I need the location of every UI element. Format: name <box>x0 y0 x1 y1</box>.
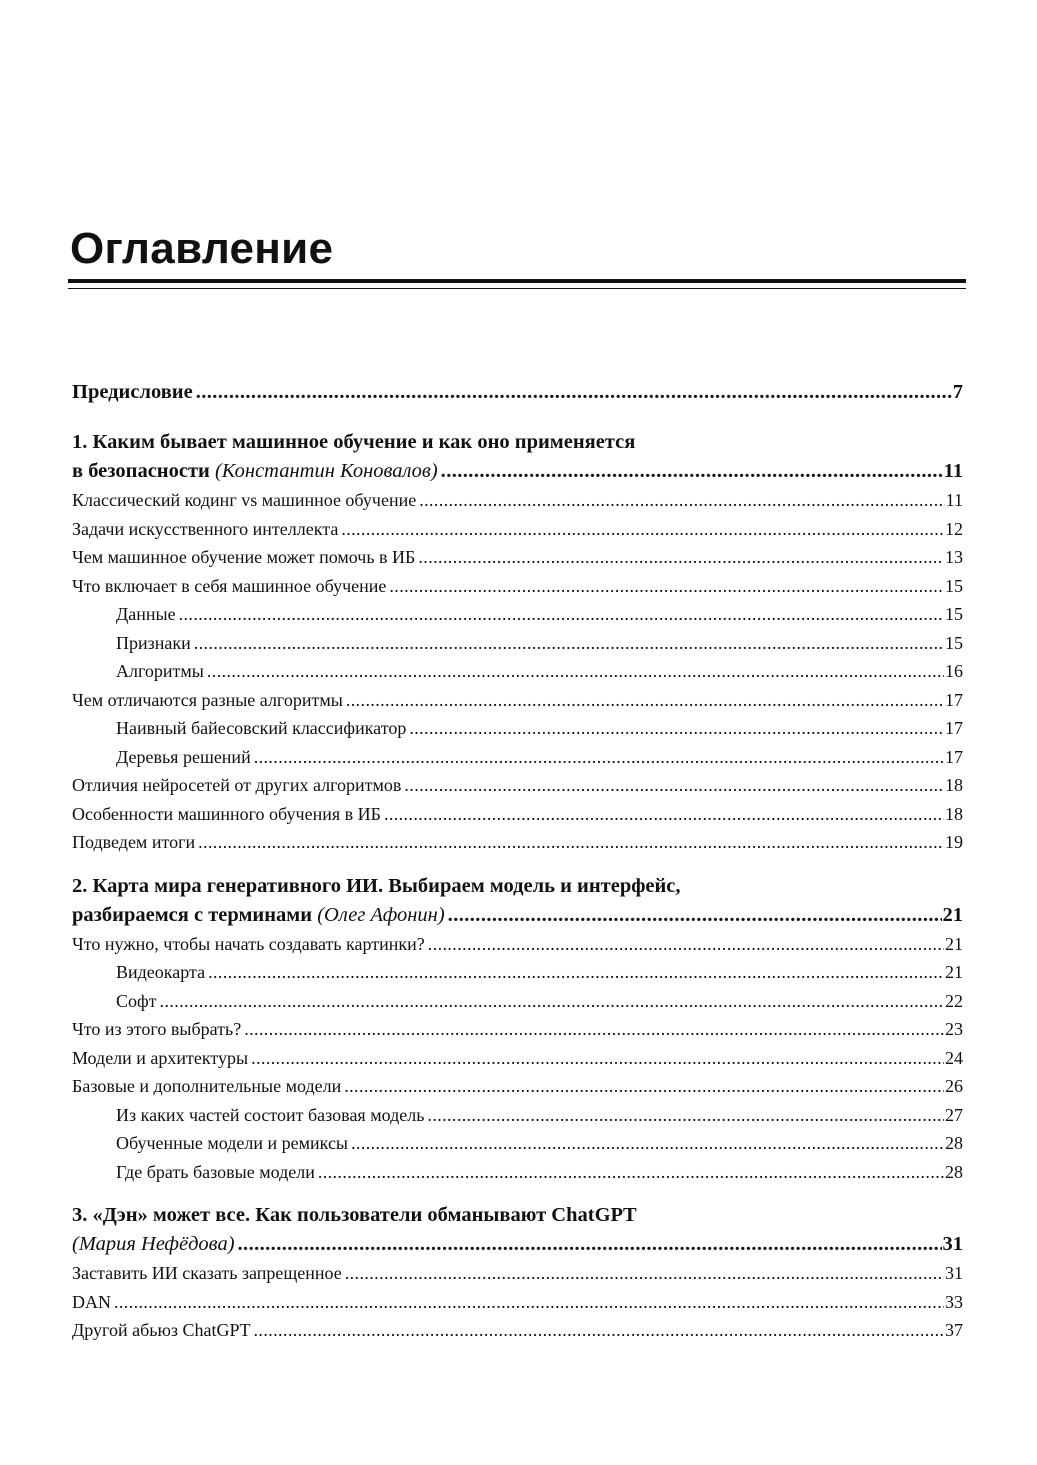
dot-leader <box>198 828 944 857</box>
chapter-1-author: (Константин Коновалов) <box>214 460 438 482</box>
chapter-3-heading[interactable] <box>72 1230 963 1259</box>
dot-leader <box>238 1230 942 1259</box>
toc-entry-page: 18 <box>945 775 963 795</box>
dot-leader <box>448 901 942 930</box>
chapter-1-title-line2: в безопасности (Константин Коновалов) <box>72 460 438 482</box>
toc-entry-label: Софт <box>116 990 157 1011</box>
toc-entry[interactable] <box>72 800 963 829</box>
toc-entry[interactable] <box>72 572 963 601</box>
toc-entry-page: 28 <box>945 1133 963 1153</box>
toc-entry[interactable] <box>72 686 963 715</box>
toc-entry-label: Чем машинное обучение может помочь в ИБ <box>72 547 416 567</box>
toc-subentry[interactable] <box>72 714 963 743</box>
dot-leader <box>384 800 944 829</box>
toc-entry-label: Деревья решений <box>116 746 251 767</box>
chapter-2-author: (Олег Афонин) <box>317 903 445 926</box>
chapter-2-title-line2: разбираемся с терминами (Олег Афонин) <box>72 903 445 926</box>
chapter-3-title-line2 <box>72 1230 235 1259</box>
toc-entry-label: Подведем итоги <box>72 832 196 852</box>
toc-entry-page: 17 <box>945 746 963 767</box>
toc-entry-page: 11 <box>945 490 963 510</box>
dot-leader <box>427 1101 944 1130</box>
toc-entry-label: Модели и архитектуры <box>72 1047 249 1068</box>
dot-leader <box>254 743 944 772</box>
title-rule-thin <box>68 288 966 289</box>
dot-leader <box>196 378 952 407</box>
toc-entry[interactable] <box>72 515 963 544</box>
toc-entry[interactable] <box>72 486 963 515</box>
page-title: Оглавление <box>70 224 334 273</box>
toc-entry-label: DAN <box>72 1291 111 1312</box>
dot-leader <box>351 1129 944 1158</box>
toc-entry[interactable] <box>72 828 963 857</box>
chapter-2-heading[interactable] <box>72 901 963 930</box>
toc-entry-label: Обученные модели и ремиксы <box>116 1133 349 1153</box>
toc-preface[interactable] <box>72 378 963 407</box>
toc-entry-page: 37 <box>945 1320 963 1340</box>
toc-entry-page: 27 <box>945 1104 963 1125</box>
toc-entry-label: Наивный байесовский классификатор <box>116 718 407 738</box>
chapter-2-page: 21 <box>942 903 963 926</box>
toc-entry-page: 22 <box>945 990 963 1011</box>
toc-entry-label: Алгоритмы <box>116 661 204 681</box>
chapter-1-page: 11 <box>943 460 963 482</box>
toc-entry-page: 19 <box>945 832 963 852</box>
toc-entry-label: Другой абьюз ChatGPT <box>72 1320 251 1340</box>
toc-subentry[interactable] <box>72 629 963 658</box>
toc-subentry[interactable] <box>72 743 963 772</box>
dot-leader <box>114 1288 944 1317</box>
toc-entry-label: Видеокарта <box>116 962 206 982</box>
dot-leader <box>404 771 944 800</box>
toc-entry-page: 15 <box>945 632 963 653</box>
dot-leader <box>208 958 944 987</box>
toc-entry-label: Отличия нейросетей от других алгоритмов <box>72 775 402 795</box>
toc-entry-page: 15 <box>945 575 963 596</box>
toc-entry-page: 21 <box>945 962 963 982</box>
toc-subentry[interactable] <box>72 600 963 629</box>
toc-entry-page: 17 <box>945 718 963 738</box>
dot-leader <box>389 572 944 601</box>
toc-entry-page: 23 <box>945 1019 963 1039</box>
chapter-1-title-line1[interactable]: 1. Каким бывает машинное обучение и как оно применяется <box>72 431 636 453</box>
toc-preface-page: 7 <box>952 381 963 403</box>
dot-leader <box>341 515 944 544</box>
toc-preface-label: Предисловие <box>72 381 193 403</box>
toc-entry-label: Признаки <box>116 632 191 653</box>
toc-entry-page: 33 <box>945 1291 963 1312</box>
toc-entry-label: Что включает в себя машинное обучение <box>72 575 387 596</box>
dot-leader <box>318 1158 944 1187</box>
dot-leader <box>207 657 944 686</box>
toc-entry-page: 24 <box>945 1047 963 1068</box>
toc-entry[interactable] <box>72 1259 963 1288</box>
dot-leader <box>160 987 944 1016</box>
toc-entry-page: 12 <box>945 518 963 539</box>
toc-entry-page: 15 <box>945 604 963 624</box>
toc-entry-label: Где брать базовые модели <box>116 1161 315 1182</box>
toc-entry-page: 21 <box>945 933 963 954</box>
chapter-2-title-line1[interactable]: 2. Карта мира генеративного ИИ. Выбираем модель и интерфейс, <box>72 874 681 897</box>
toc-entry-label: Что нужно, чтобы начать создавать картинки? <box>72 933 425 954</box>
toc-entry[interactable] <box>72 543 963 572</box>
dot-leader <box>344 1072 944 1101</box>
toc-entry-label: Что из этого выбрать? <box>72 1019 242 1039</box>
chapter-3-title-line1[interactable]: 3. «Дэн» может все. Как пользователи обманывают ChatGPT <box>72 1204 637 1226</box>
toc-entry-page: 28 <box>945 1161 963 1182</box>
dot-leader <box>244 1015 944 1044</box>
toc-entry[interactable] <box>72 1015 963 1044</box>
chapter-3-author: (Мария Нефёдова) <box>72 1233 235 1255</box>
dot-leader <box>428 930 944 959</box>
dot-leader <box>346 686 944 715</box>
toc-entry-page: 13 <box>945 547 963 567</box>
toc-entry[interactable] <box>72 1072 963 1101</box>
dot-leader <box>419 486 944 515</box>
dot-leader <box>441 457 943 486</box>
chapter-3-page: 31 <box>942 1233 963 1255</box>
toc-subentry[interactable] <box>72 657 963 686</box>
toc-entry-page: 26 <box>945 1076 963 1096</box>
dot-leader <box>179 600 944 629</box>
toc-entry[interactable] <box>72 771 963 800</box>
toc-entry-label: Особенности машинного обучения в ИБ <box>72 803 381 824</box>
table-of-contents <box>72 378 963 1345</box>
dot-leader <box>345 1259 944 1288</box>
toc-entry-label: Классический кодинг vs машинное обучение <box>72 490 417 510</box>
toc-entry-page: 18 <box>945 803 963 824</box>
toc-entry[interactable] <box>72 1288 963 1317</box>
dot-leader <box>409 714 944 743</box>
toc-entry-label: Данные <box>116 604 176 624</box>
dot-leader <box>418 543 944 572</box>
toc-subentry[interactable] <box>72 1129 963 1158</box>
chapter-1-heading[interactable] <box>72 457 963 486</box>
toc-entry-label: Задачи искусственного интеллекта <box>72 518 339 539</box>
dot-leader <box>251 1044 944 1073</box>
toc-entry[interactable] <box>72 1316 963 1345</box>
toc-subentry[interactable] <box>72 1101 963 1130</box>
title-rule-thick <box>68 279 966 283</box>
toc-subentry[interactable] <box>72 987 963 1016</box>
toc-entry-label: Заставить ИИ сказать запрещенное <box>72 1263 342 1283</box>
toc-subentry[interactable] <box>72 1158 963 1187</box>
toc-subentry[interactable] <box>72 958 963 987</box>
toc-entry-label: Из каких частей состоит базовая модель <box>116 1104 425 1125</box>
dot-leader <box>254 1316 944 1345</box>
toc-entry-page: 16 <box>945 661 963 681</box>
toc-entry-page: 17 <box>945 689 963 710</box>
toc-entry[interactable] <box>72 930 963 959</box>
toc-entry-label: Базовые и дополнительные модели <box>72 1076 342 1096</box>
toc-entry-label: Чем отличаются разные алгоритмы <box>72 689 343 710</box>
toc-entry-page: 31 <box>945 1263 963 1283</box>
dot-leader <box>194 629 944 658</box>
toc-entry[interactable] <box>72 1044 963 1073</box>
